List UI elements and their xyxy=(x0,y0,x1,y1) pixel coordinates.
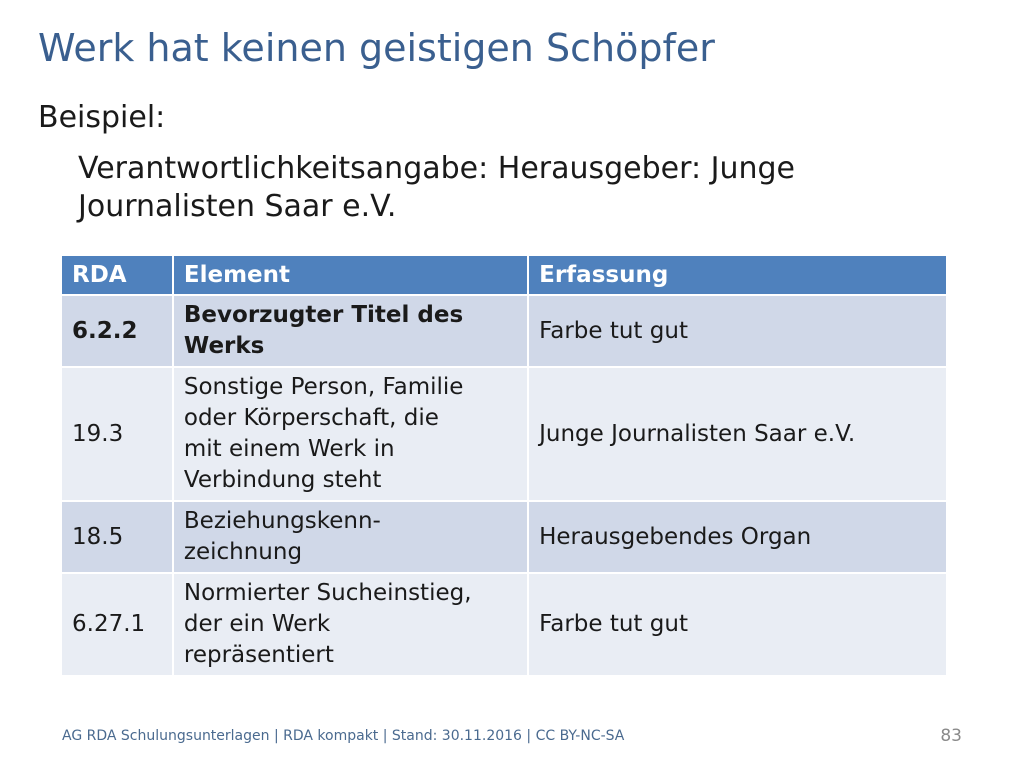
cell-erfassung: Farbe tut gut xyxy=(529,296,946,366)
cell-element-line: repräsentiert xyxy=(183,642,334,668)
footer-text: AG RDA Schulungsunterlagen | RDA kompakt | Stand: 30.11.2016 | CC BY-NC-SA xyxy=(62,728,625,744)
cell-element xyxy=(174,296,527,366)
rda-table xyxy=(60,254,948,677)
bullet-level2 xyxy=(78,150,978,226)
table-row xyxy=(62,368,946,500)
table-row xyxy=(62,502,946,572)
table-header-row xyxy=(62,256,946,294)
cell-element xyxy=(174,502,527,572)
cell-erfassung: Junge Journalisten Saar e.V. xyxy=(529,368,946,500)
bullet-level2-line: Verantwortlichkeitsangabe: Herausgeber: Junge xyxy=(78,151,795,186)
cell-element-line: mit einem Werk in xyxy=(183,436,395,462)
slide-title: Werk hat keinen geistigen Schöpfer xyxy=(38,26,715,70)
cell-element-line: der ein Werk xyxy=(183,611,331,637)
cell-element-line: Beziehungskenn- xyxy=(183,508,381,534)
header-rda: RDA xyxy=(62,256,172,294)
cell-rda: 18.5 xyxy=(62,502,172,572)
cell-element-line: Sonstige Person, Familie xyxy=(183,374,464,400)
cell-element-line: Verbindung steht xyxy=(183,467,382,493)
header-erfassung: Erfassung xyxy=(529,256,946,294)
header-element: Element xyxy=(174,256,527,294)
cell-element-line: zeichnung xyxy=(183,539,303,565)
bullet-level2-line: Journalisten Saar e.V. xyxy=(78,189,397,224)
bullet-level1: Beispiel: xyxy=(38,100,166,135)
cell-element-line: Bevorzugter Titel des xyxy=(183,302,464,328)
cell-erfassung: Herausgebendes Organ xyxy=(529,502,946,572)
cell-element xyxy=(174,368,527,500)
table-row xyxy=(62,296,946,366)
cell-rda: 6.27.1 xyxy=(62,574,172,675)
cell-erfassung: Farbe tut gut xyxy=(529,574,946,675)
cell-element-line: oder Körperschaft, die xyxy=(183,405,439,431)
cell-element xyxy=(174,574,527,675)
page-number: 83 xyxy=(940,726,962,746)
table-row xyxy=(62,574,946,675)
cell-element-line: Normierter Sucheinstieg, xyxy=(183,580,472,606)
cell-rda: 6.2.2 xyxy=(62,296,172,366)
cell-rda: 19.3 xyxy=(62,368,172,500)
cell-element-line: Werks xyxy=(183,333,265,359)
